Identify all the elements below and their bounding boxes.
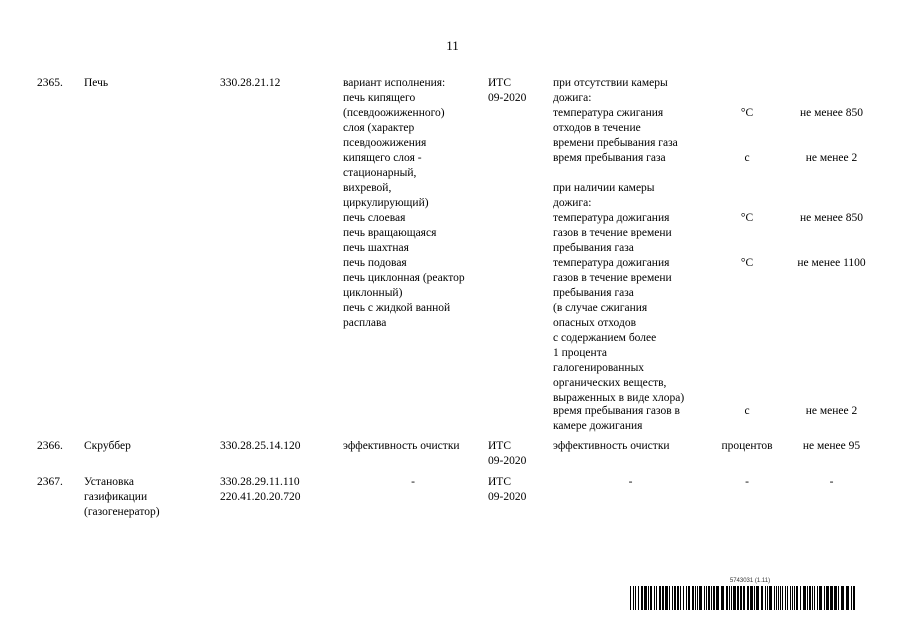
variant-line: вариант исполнения:	[343, 77, 446, 89]
condition-line: температура сжигания	[553, 107, 664, 119]
barcode-bar	[830, 586, 833, 610]
condition-text	[553, 439, 708, 454]
variant-line: расплава	[343, 317, 387, 329]
barcode-bar	[630, 586, 631, 610]
barcode-bar	[688, 586, 690, 610]
barcode-bar	[790, 586, 791, 610]
barcode-bar	[765, 586, 766, 610]
condition-text	[553, 106, 708, 151]
variant-description	[343, 475, 483, 490]
barcode-bar	[726, 586, 728, 610]
barcode-bar	[743, 586, 745, 610]
condition-line: галогенированных	[553, 362, 645, 374]
barcode-bar	[662, 586, 664, 610]
condition-line: выраженных в виде хлора)	[553, 392, 685, 404]
barcode-bar	[695, 586, 696, 610]
barcode-bar	[699, 586, 702, 610]
variant-line: циркулирующий)	[343, 197, 429, 209]
barcode-bar	[846, 586, 849, 610]
condition-line: газов в течение времени	[553, 227, 672, 239]
barcode-bar	[677, 586, 679, 610]
condition-line: при наличии камеры	[553, 182, 655, 194]
variant-line: печь кипящего	[343, 92, 416, 104]
okpd-code	[220, 76, 335, 91]
variant-line: циклонный)	[343, 287, 403, 299]
barcode-bar	[803, 586, 806, 610]
barcode-bar	[785, 586, 786, 610]
barcode-bar	[740, 586, 742, 610]
equipment-name	[84, 475, 214, 520]
code-line: 330.28.21.12	[220, 77, 281, 89]
variant-line: (псевдоожиженного)	[343, 107, 445, 119]
unit: °C	[740, 257, 754, 269]
name-line: Установка	[84, 476, 134, 488]
row-number: 2366.	[37, 440, 63, 452]
barcode-bar	[737, 586, 739, 610]
unit: с	[744, 405, 750, 417]
variant-description	[343, 439, 483, 454]
variant-line: печь шахтная	[343, 242, 409, 254]
variant-line: печь циклонная (реактор	[343, 272, 465, 284]
okpd-code	[220, 475, 335, 505]
reference-document	[488, 475, 546, 505]
condition-line: температура дожигания	[553, 212, 670, 224]
condition-text	[553, 181, 708, 211]
barcode-image	[630, 586, 857, 610]
row-number: 2365.	[37, 77, 63, 89]
value: не менее 850	[799, 212, 863, 224]
barcode-bar	[776, 586, 777, 610]
barcode-bar	[826, 586, 829, 610]
barcode-bar	[851, 586, 852, 610]
condition-text	[553, 256, 708, 406]
barcode-bar	[778, 586, 779, 610]
barcode-bar	[796, 586, 798, 610]
reference-document	[488, 76, 546, 106]
barcode-bar	[641, 586, 643, 610]
condition-text	[553, 211, 708, 256]
barcode-bar	[767, 586, 768, 610]
variant-line: печь вращающаяся	[343, 227, 437, 239]
condition-line: камере дожигания	[553, 420, 643, 432]
barcode-bar	[812, 586, 813, 610]
condition-line: время пребывания газа	[553, 152, 666, 164]
barcode-bar	[780, 586, 781, 610]
unit: процентов	[721, 440, 773, 452]
variant-line: вихревой,	[343, 182, 392, 194]
barcode-bar	[834, 586, 837, 610]
condition-text	[553, 76, 708, 106]
condition-line: при отсутствии камеры	[553, 77, 668, 89]
barcode-bar	[633, 586, 634, 610]
barcode-bar	[648, 586, 649, 610]
condition-text	[553, 475, 708, 490]
barcode-bar	[819, 586, 822, 610]
barcode-bar	[841, 586, 844, 610]
condition-line: с содержанием более	[553, 332, 657, 344]
barcode-bar	[711, 586, 712, 610]
barcode-bar	[708, 586, 710, 610]
barcode-bar	[686, 586, 687, 610]
condition-line: отходов в течение	[553, 122, 641, 134]
barcode-bar	[853, 586, 855, 610]
doc-line: 09-2020	[488, 491, 527, 503]
barcode-bar	[721, 586, 724, 610]
barcode-bar	[644, 586, 647, 610]
barcode-bar	[654, 586, 655, 610]
barcode-bar	[729, 586, 730, 610]
barcode-bar	[782, 586, 783, 610]
barcode-bar	[807, 586, 808, 610]
condition-line: опасных отходов	[553, 317, 637, 329]
name-line: Скруббер	[84, 440, 131, 452]
doc-line: 09-2020	[488, 92, 527, 104]
condition-line: время пребывания газов в	[553, 405, 680, 417]
doc-line: ИТС	[488, 476, 511, 488]
name-line: Печь	[84, 77, 109, 89]
barcode-bar	[638, 586, 639, 610]
barcode-bar	[692, 586, 694, 610]
value: не менее 95	[802, 440, 861, 452]
value: не менее 2	[805, 405, 858, 417]
unit: с	[744, 152, 750, 164]
doc-line: ИТС	[488, 440, 511, 452]
barcode-bar	[824, 586, 825, 610]
barcode-bar	[704, 586, 705, 610]
barcode-bar	[672, 586, 673, 610]
condition-line: -	[628, 476, 633, 488]
barcode-label: 5743031 (1.11)	[729, 578, 771, 584]
condition-line: пребывания газа	[553, 242, 634, 254]
unit: °C	[740, 212, 754, 224]
condition-line: 1 процента	[553, 347, 607, 359]
barcode-bar	[756, 586, 759, 610]
unit: -	[745, 476, 749, 488]
barcode-bar	[659, 586, 661, 610]
barcode-bar	[792, 586, 793, 610]
variant-line: печь с жидкой ванной	[343, 302, 451, 314]
barcode-bar	[761, 586, 763, 610]
doc-line: 09-2020	[488, 455, 527, 467]
barcode-bar	[656, 586, 657, 610]
variant-description	[343, 76, 483, 331]
barcode-bar	[680, 586, 681, 610]
name-line: (газогенератор)	[84, 506, 160, 518]
barcode-bar	[769, 586, 772, 610]
barcode-bar	[697, 586, 698, 610]
barcode-bar	[733, 586, 736, 610]
condition-line: органических веществ,	[553, 377, 667, 389]
variant-line: стационарный,	[343, 167, 417, 179]
barcode-bar	[838, 586, 839, 610]
barcode-bar	[800, 586, 801, 610]
condition-line: пребывания газа	[553, 287, 634, 299]
barcode-bar	[669, 586, 670, 610]
barcode-bar	[774, 586, 775, 610]
variant-line: печь подовая	[343, 257, 407, 269]
barcode-bar	[683, 586, 684, 610]
condition-text	[553, 404, 708, 434]
barcode-bar	[809, 586, 811, 610]
variant-line: -	[411, 476, 415, 488]
value: -	[829, 476, 834, 488]
reference-document	[488, 439, 546, 469]
code-line: 220.41.20.20.720	[220, 491, 301, 503]
unit: °C	[740, 107, 754, 119]
condition-line: дожига:	[553, 197, 592, 209]
barcode-bar	[747, 586, 749, 610]
barcode-bar	[814, 586, 815, 610]
variant-line: псевдоожижения	[343, 137, 427, 149]
okpd-code	[220, 439, 335, 454]
condition-text	[553, 151, 708, 166]
barcode-bar	[650, 586, 652, 610]
page-number: 11	[446, 38, 459, 53]
condition-line: дожига:	[553, 92, 592, 104]
condition-line: (в случае сжигания	[553, 302, 648, 314]
name-line: газификации	[84, 491, 148, 503]
variant-line: слоя (характер	[343, 122, 415, 134]
barcode-bar	[754, 586, 755, 610]
equipment-name	[84, 439, 214, 454]
variant-line: кипящего слоя -	[343, 152, 422, 164]
code-line: 330.28.29.11.110	[220, 476, 300, 488]
barcode-bar	[665, 586, 668, 610]
row-number: 2367.	[37, 476, 63, 488]
barcode-bar	[731, 586, 732, 610]
barcode-bar	[674, 586, 676, 610]
code-line: 330.28.25.14.120	[220, 440, 301, 452]
value: не менее 1100	[797, 257, 866, 269]
barcode-bar	[817, 586, 818, 610]
equipment-name	[84, 76, 214, 91]
value: не менее 2	[805, 152, 858, 164]
condition-line: эффективность очистки	[553, 440, 670, 452]
variant-line: эффективность очистки	[343, 440, 460, 452]
condition-line: времени пребывания газа	[553, 137, 678, 149]
barcode-bar	[787, 586, 788, 610]
barcode-bar	[713, 586, 715, 610]
barcode-bar	[794, 586, 795, 610]
barcode-bar	[706, 586, 707, 610]
condition-line: температура дожигания	[553, 257, 670, 269]
barcode-bar	[750, 586, 753, 610]
condition-line: газов в течение времени	[553, 272, 672, 284]
value: не менее 850	[799, 107, 863, 119]
barcode-bar	[716, 586, 719, 610]
barcode-bar	[635, 586, 636, 610]
doc-line: ИТС	[488, 77, 511, 89]
variant-line: печь слоевая	[343, 212, 406, 224]
